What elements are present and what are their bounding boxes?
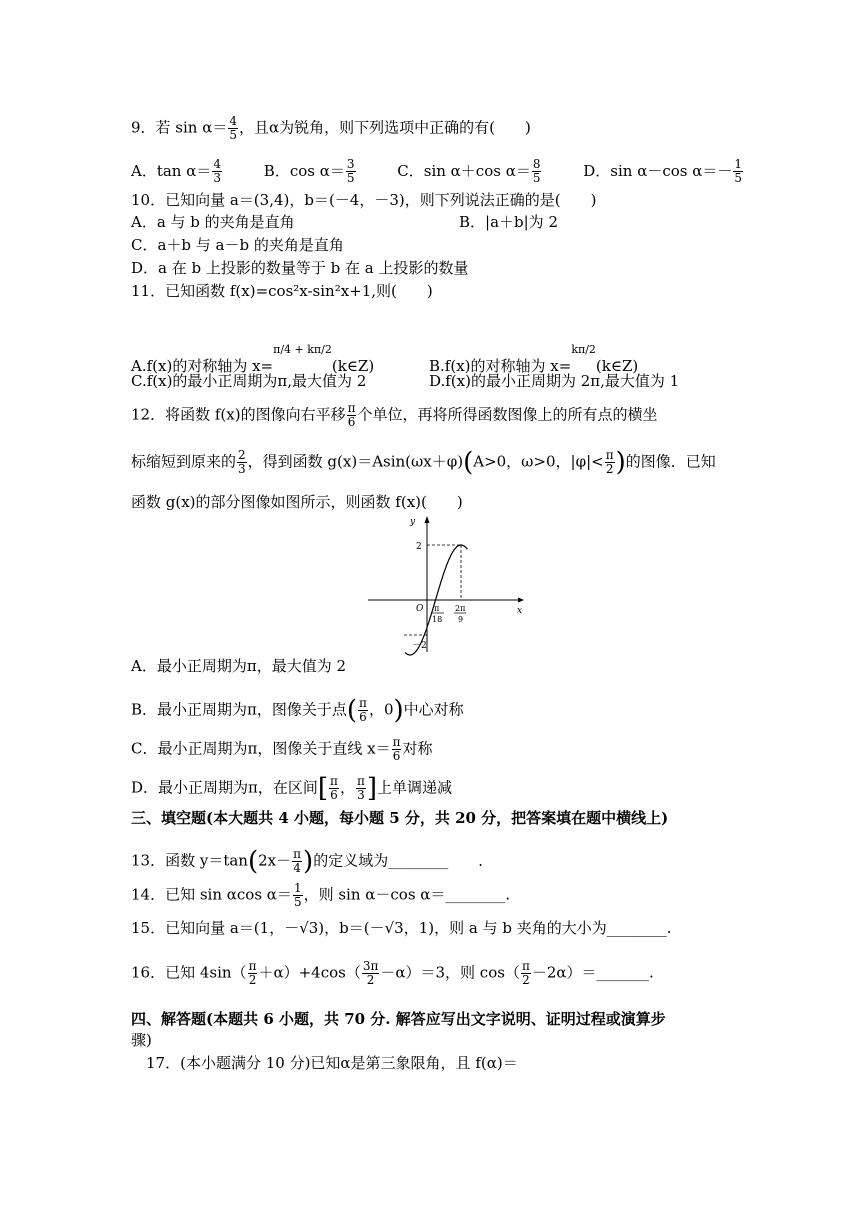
q9-options	[131, 158, 744, 185]
q10-stem: 10．已知向量 a＝(3,4)，b＝(－4，－3)，则下列说法正确的是( )	[131, 191, 597, 209]
graph-y-bottom: －2	[412, 641, 427, 651]
q14: 14．已知 sin αcos α＝ $\frac{1}{5}$ ，则 sin α－cos α＝________.	[131, 881, 511, 909]
graph-x1-den: 18	[432, 615, 443, 624]
q11-option-a: A.f(x)的对称轴为 x=$^{\pi/4 + k\pi/2}$(k∈Z)	[131, 343, 375, 375]
graph-y-label: y	[410, 517, 416, 527]
q9-stem: 9．若 sin α＝ $\frac{4}{5}$ ，且α为锐角，则下列选项中正确的有( )	[131, 114, 531, 142]
q9-option-c: C．sin α＋cos α＝ $\frac{8}{5}$	[397, 157, 541, 185]
q9-fraction: $\frac{4}{5}$	[229, 114, 238, 142]
graph-x2-num: 2π	[455, 604, 466, 613]
q17: 17．(本小题满分 10 分)已知α是第三象限角，且 f(α)＝	[146, 1054, 518, 1072]
q10-option-c: C．a＋b 与 a－b 的夹角是直角	[131, 236, 344, 254]
q9-option-d: D．sin α－cos α＝－ $\frac{1}{5}$	[583, 157, 743, 185]
section-3-heading: 三、填空题(本大题共 4 小题，每小题 5 分，共 20 分，把答案填在题中横线上)	[131, 809, 669, 827]
q11-option-c: C.f(x)的最小正周期为π,最大值为 2	[131, 372, 367, 390]
graph-origin: O	[416, 604, 424, 614]
q13: 13．函数 y＝tan(2x－ $\frac{\pi}{4}$ )的定义域为________ ．	[131, 846, 494, 877]
graph-x-label: x	[517, 606, 523, 616]
q12-option-b: B．最小正周期为π，图像关于点( $\frac{\pi}{6}$ ，0)中心对称	[131, 695, 464, 726]
graph-x1-num: π	[434, 604, 440, 613]
section-4-heading: 四、解答题(本题共 6 小题，共 70 分. 解答应写出文字说明、证明过程或演算步	[131, 1010, 666, 1028]
q16: 16．已知 4sin（ $\frac{\pi}{2}$ ＋α）+4cos（ $\frac{3\pi}{2}$ －α）＝3，则 cos（ $\frac{\pi}{2}$ －2α）＝_______.	[131, 959, 654, 987]
q12-option-a: A．最小正周期为π，最大值为 2	[131, 657, 347, 675]
q10-option-b: B．|a＋b|为 2	[459, 213, 558, 231]
q11-option-d: D.f(x)的最小正周期为 2π,最大值为 1	[429, 372, 680, 390]
graph-y-top: 2	[416, 542, 422, 552]
q12-line1: 12．将函数 f(x)的图像向右平移 $\frac{\pi}{6}$ 个单位，再将所得函数图像上的所有点的横坐	[131, 401, 658, 429]
q12-option-c: C．最小正周期为π，图像关于直线 x＝ $\frac{\pi}{6}$ 对称	[131, 735, 433, 763]
q11-stem: 11．已知函数 f(x)=cos²x-sin²x+1,则( )	[131, 282, 433, 300]
q12-line2: 标缩短到原来的 $\frac{2}{3}$ ，得到函数 g(x)＝Asin(ωx＋φ)(A>0，ω>0，|φ|< $\frac{\pi}{2}$ )的图像．已知	[131, 447, 716, 478]
q12-option-d: D．最小正周期为π，在区间[ $\frac{\pi}{6}$ ， $\frac{\pi}{3}$ ]上单调递减	[131, 773, 453, 804]
q15: 15．已知向量 a＝(1，－√3)，b＝(－√3，1)，则 a 与 b 夹角的大小为________.	[131, 919, 672, 937]
q10-option-a: A．a 与 b 的夹角是直角	[131, 213, 295, 231]
q12-graph	[360, 512, 530, 657]
q9-option-a: A．tan α＝ $\frac{4}{3}$	[131, 157, 222, 185]
section-4-heading-cont: 骤)	[131, 1031, 152, 1049]
graph-x2-den: 9	[458, 615, 464, 624]
q10-option-d: D．a 在 b 上投影的数量等于 b 在 a 上投影的数量	[131, 259, 469, 277]
q11-option-b: B.f(x)的对称轴为 x=$^{k\pi/2}$(k∈Z)	[429, 343, 639, 375]
q9-option-b: B．cos α＝ $\frac{3}{5}$	[263, 157, 355, 185]
q12-line3: 函数 g(x)的部分图像如图所示，则函数 f(x)( )	[131, 493, 463, 511]
